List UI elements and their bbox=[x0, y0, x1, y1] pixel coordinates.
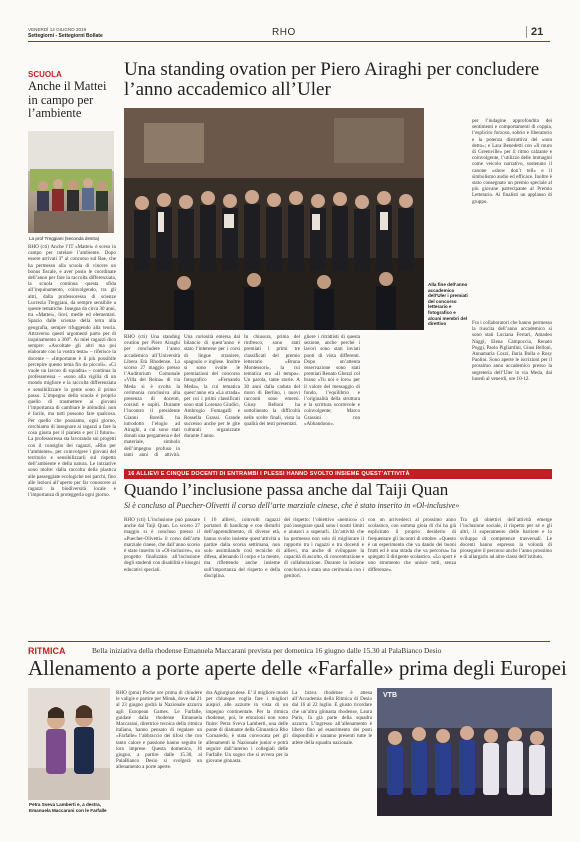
ritmica-photo-left bbox=[28, 688, 110, 800]
header-page-number: 21 bbox=[526, 26, 543, 38]
main-col-1: RHO (cti) Una standing ovation per Piero Airaghi per concludere l’anno accademico all’Università Libera Età Rhodense. Lo scorso 27 maggio presso l’Auditorium Comunale «Villa dei Reina» di via Meda si è svolta la cerimonia conclusiva alla presenza di docenti, corsisti e ospiti. Durante l’incontro il presidente Gianni Borelli ha introdotto l’elogio ad Airaghi, a cui sono stati donati una pergamena e del materiale, simbolo dell’impegno profuso in tanti anni di attività. bbox=[124, 334, 180, 458]
taiji-col-5: Tra gli obiettivi dell’attività emerge l’inclusione sociale, il rispetto per sé e gli altri, il superamento delle barriere e lo sviluppo di competenze trasversali. Le docenti hanno espresso la volontà di proseguire il percorso anche l’anno prossimo e di allargarlo ad altre classi dell’istituto. bbox=[460, 517, 552, 561]
ritmica-headline: Allenamento a porte aperte delle «Farfalle» prima degli Europei bbox=[28, 656, 567, 680]
taiji-headline: Quando l’inclusione passa anche dal Taiji Quan bbox=[124, 480, 449, 499]
taiji-col-4: con un arrivederci al prossimo anno scolastico, con somma gioia di chi ha già esplicitato il proprio desiderio di frequentare gli incontri di ottobre. «Questo è un esperimento che va dando dei buoni frutti ed è una strada che va percorsa» ha spiegato il dirigente scolastico. «Lo sport è uno strumento che unisce tutti, senza differenze». bbox=[368, 517, 456, 573]
ritmica-photo-left-caption: Petra Sveva Lamberti e, a destra, Emanuela Maccarani con le Farfalle bbox=[29, 802, 107, 813]
taiji-col-1: RHO (cti) L’inclusione può passare anche dal Taiji Quan. Lo scorso 27 maggio si è concluso presso il «Puecher-Olivetti» il corso dell’arte marziale cinese, che dall’anno scorso è stato inserito in «Ol-inclusive», un progetto finalizzato all’inclusione degli studenti con disabilità e bisogni educativi speciali. bbox=[124, 517, 200, 573]
taiji-col-2: I 16 allievi, coinvolti ragazzi portatori di handicap e con disturbi dell’apprendimento, di diverse età, hanno svolto insieme quest’attività a partire dalla scorsa settimana, non solo assimilando così tecniche di difesa, allenando il corpo e la mente, ma riflettendo anche insieme sull’importanza del rispetto e della disciplina. bbox=[204, 517, 280, 579]
left-headline: Anche il Mattei in campo per l’ambiente bbox=[28, 79, 107, 120]
ritmica-kicker-text: Bella iniziativa della rhodense Emanuela Maccarani prevista per domenica 16 giugno dalle 15.30 al PalaBianco Desio bbox=[92, 646, 442, 655]
left-photo bbox=[28, 131, 114, 233]
ritmica-kicker: RITMICA bbox=[28, 646, 66, 656]
left-body: RHO (cti) Anche l’IT «Mattei» è sceso in campo per tutelare l’ambiente. Dopo essere arrivati 3° al concorso sul Rae, che ha permesso alla scuola di vincere un bonus fiscale, e aver posto le coordinate dell’anno per fare la raccolta differenziata, la scuola continua questa sfida all’inquinamento, coinvolgendo, tra gli altri, dalla professoressa di scienze Lucrezia Treggiani, da sempre sensibile a queste tematiche. Insegna da circa 30 anni, tra «Mattei», licei, medie ed elementari. Spazio dalle scienze della terra alla geografia, sempre rifuggendo alla teoria. Attraverso questi argomenti parto per di inquinamento a 360°. Ai miei ragazzi dico sempre: «Ascoltate gli altri ma poi elaborate con la vostra testa» – riferisce la docente – «Importante è il più possibile percepire questo tema fin da piccoli». «Ci vuole un lavoro di squadra» – continua la professoressa – «sono alla vigilia di un mondo migliore e la raccolta differenziata e sensibilizzare la gente sono il primo passo. L’impegno della scuola è proprio quello di trasmettere ai giovani l’importanza di cambiare le abitudini: non è facile, ma tutti possono fare qualcosa. Per quello che possiamo, ogni giorno, cerchiamo di insegnare ai ragazzi a fare la cosa giusta per il pianeta e per il futuro». La professoressa sta lavorando sui progetti con il consiglio dei ragazzi, «Rho per l’ambiente», per coinvolgere i giovani del territorio e sensibilizzarli sul rispetto dell’ambiente e della natura. Le iniziative sono molte: dalla raccolta della plastica alle passeggiate ecologiche nei parchi, fino alle lezioni all’aperto per far conoscere ai ragazzi la biodiversità locale e l’importanza di proteggerla ogni giorno. bbox=[28, 244, 116, 499]
header-rule bbox=[28, 41, 550, 42]
left-photo-caption: La prof Treggiani (seconda destra) bbox=[29, 236, 100, 241]
taiji-subtitle: Si è concluso al Puecher-Olivetti il corso dell’arte marziale cinese, che è stato inserito in «Ol-inclusive» bbox=[124, 501, 460, 510]
main-col-2: Una curiosità emersa dal bilancio di quest’anno è stato l’interesse per i corsi di lingue straniere, spagnolo e inglese. Inoltre si sono svolte le premiazioni del concorso fotografico «Fernando Meda», la cui tematica quest’anno era «La strada» per cui i primi classificati sono stati Lorenzo Giudici, Ambrogio Fumagalli e Rossella Grassi. Grande successo anche per le gite culturali organizzate durante l’anno. bbox=[184, 334, 240, 440]
farfalle-team-photo-icon bbox=[377, 688, 552, 816]
header-date: VENERDÌ 14 GIUGNO 2019 bbox=[28, 27, 87, 32]
ritmica-photo-right bbox=[377, 688, 552, 816]
taiji-col-3: del rispetto: l’obiettivo «nemico» ci può insegnare quali sono i nostri limiti e aiutarci a superarli. Un’attività che ha permesso non solo di migliorare il rapporto tra i ragazzi e tra docenti e allievi, ma anche di sviluppare la capacità di ascolto, di concentrazione e di collaborazione. Durante la lezione conclusiva è stata una cerimonia con i genitori. bbox=[284, 517, 364, 579]
main-col-6: Fra i collaboratori che hanno permesso la riuscita dell’anno accademico si sono stati Luciana Ferrari, Amadeo Naggi, Elena Campoccia, Renato Poggi, Paolo Pigliardini, Giusi Belloni, Annamaria Cozzi, Ilaria Bulla e Rosy Paolini. Sono aperte le iscrizioni per il prossimo anno accademico presso la segreteria dell’Uler in via Meda, dal lunedì al venerdì, ore 10-12. bbox=[472, 320, 552, 382]
ritmica-col-1: RHO (pmu) Poche ore prima di chiudere le valigie e partire per Minsk, dove dal 21 al 23 giugno godrà la Nazionale azzurra agli European Games. Le Farfalle, guidate dalla rhodense Emanuela Maccarani, direttrice tecnica della ritmica italiana, hanno pensato di regalare un «Farfalle» l’abbraccio dei tifosi che con tanto calore e passione hanno seguito le loro imprese. Questa domenica, 16 giugno, a partire dalle 15.30, al PalaBianco Desio si svolgerà un allenamento a porte aperte. bbox=[116, 690, 202, 771]
main-photo-caption: Alla fine dell’anno accademico dell’Uler i premiati del concorso letterario e fotografico e alcuni membri del direttivo bbox=[428, 282, 468, 327]
ritmica-col-3: La brava rhodense è attesa all’Accademia della Ritmica di Desio dal 16 al 22 luglio. E giusto ricordare che un’altra ginnasta rhodense, Laura Paris, fa già parte della squadra azzurra. L’ingresso all’allenamento è libero fino ad esaurimento dei posti disponibili e saranno presenti tutte le atlete della squadra nazionale. bbox=[292, 690, 372, 746]
photo-sign-label: VTB bbox=[383, 692, 397, 699]
gymnasts-photo-icon bbox=[28, 688, 110, 800]
left-kicker: SCUOLA bbox=[28, 70, 62, 79]
header-section: RHO bbox=[272, 27, 296, 38]
taiji-kicker: 16 ALLIEVI E CINQUE DOCENTI DI ENTRAMBI I PLESSI HANNO SVOLTO INSIEME QUEST’ATTIVITÀ bbox=[124, 469, 552, 479]
main-col-5: per l’indagine approfondita dei sentimenti e comportamenti di coppia, l’esplicito forzoso, sobrio e liberatorio e la potenza distruttiva del «non detto»; e Lara Benedetti con «Il muro di Greenville» per il ritmo calzante e coinvolgente, l’utilizzo delle immagini come veicolo narrativo, sostenuto il canone «show don’t tell» e il simbolismo audio ed efficace. Inoltre è stato consegnato un premio speciale al più giovane partecipante al Premio Letterario. Ai finalisti un applauso di gruppo. bbox=[472, 118, 552, 205]
main-col-3: In chiusura, prima del rinfresco, sono stati premiati i primi tre classificati del premio letterario «Bruna Montessori», la cui tematica era «Il tempo». Un parola, tante storie. A 30 anni dalla caduta del muro di Berlino, i nuovi racconti sono emersi. Giusy Belloni ha sottolineato la difficoltà nelle scelte finali, vista la qualità dei testi presentati. bbox=[244, 334, 300, 427]
ritmica-col-2: dra Agiurgiuculese. E’ il migliore modo per chiunque voglia fare i migliori auspici alle azzurre in vista di un impegno continentale. Per la ritmica rhodense, poi, le emozioni non sono finite: Petra Sveva Lamberti, una delle punte di diamante della Ginnastica Rho Cornaredo, è stata convocata per gli allenamenti in Nazionale junior e potrà seguire dall’interno i collegiali delle Farfalle. Un sogno che si avvera per la giovane ginnasta. bbox=[206, 690, 288, 765]
main-col-4: gliere i ritrattisti di questa sezione, anche perché i lavori sono stati inviati punti di vista differenti. Dopo un’attenta osservazione sono stati premiati Renato Ghezzi col brano «Tu noi e loro» per il valore del messaggio di fondo, l’equilibrio e l’originalità della struttura e la scrittura scorrevole e coinvolgente; Marco Grassini con «Abbandono». bbox=[304, 334, 360, 427]
header-paper: Settegiorni - Settegiorni Bollate bbox=[28, 33, 103, 39]
students-group-icon bbox=[28, 131, 114, 233]
award-group-photo-icon bbox=[124, 108, 424, 330]
main-headline: Una standing ovation per Piero Airaghi per concludere l’anno accademico all’Uler bbox=[124, 59, 540, 100]
ritmica-rule bbox=[28, 641, 550, 642]
main-photo bbox=[124, 108, 424, 330]
